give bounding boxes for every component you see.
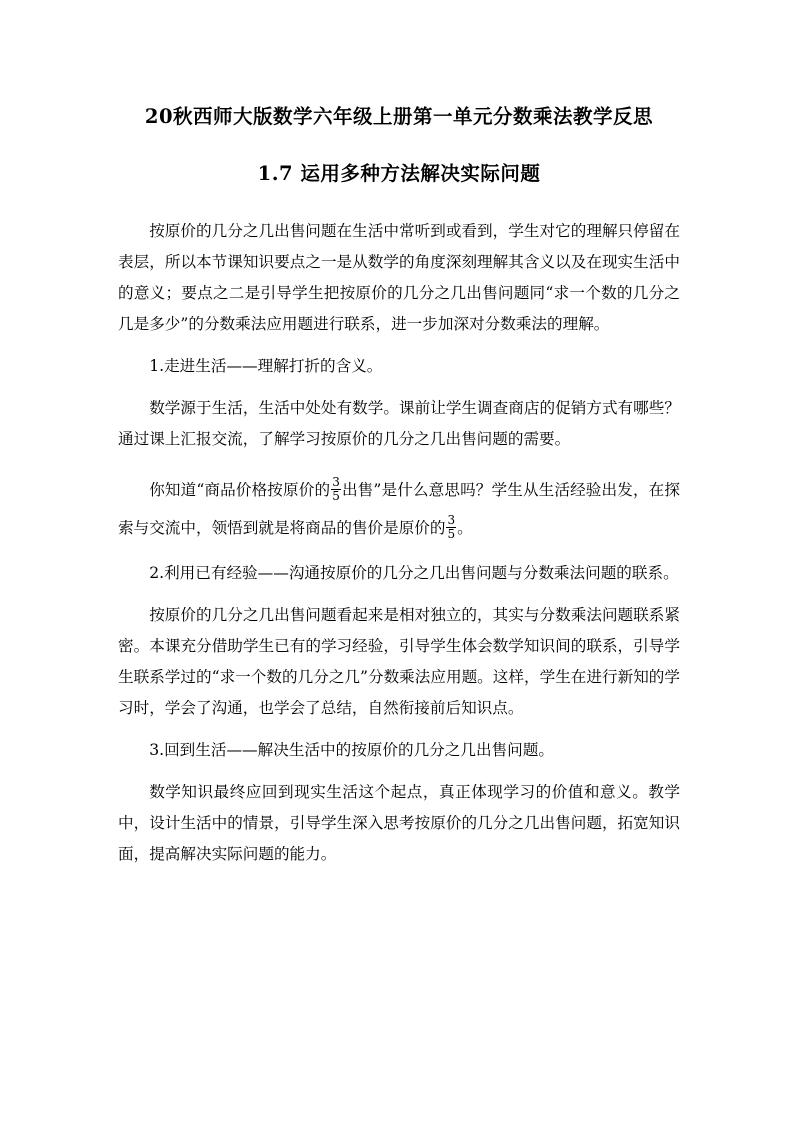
document-subtitle: 1.7 运用多种方法解决实际问题 [257,162,541,185]
paragraph-fraction-part-b: 出售”是什么意思吗？学生从生活经验出发，在探索与交流中，领悟到就是将商品的售价是原价的 [118,481,680,537]
paragraph-intro: 按原价的几分之几出售问题在生活中常听到或看到，学生对它的理解只停留在表层，所以本节课知识要点之一是从数学的角度深刻理解其含义以及在现实生活中的意义；要点之二是引导学生把按原价的几分之几出售问题同“求一个数的几分之几是多少”的分数乘法应用题进行联系，进一步加深对分数乘法的理解。 [118,222,680,333]
document-title: 20秋西师大版数学六年级上册第一单元分数乘法教学反思 [144,105,654,128]
fraction-numerator: 3 [332,474,340,489]
section-heading-3: 3.回到生活——解决生活中的按原价的几分之几出售问题。 [149,741,554,759]
paragraph-conclusion: 数学知识最终应回到现实生活这个起点，真正体现学习的价值和意义。教学中，设计生活中的情景，引导学生深入思考按原价的几分之几出售问题，拓宽知识面，提高解决实际问题的能力。 [118,783,680,863]
fraction-numerator: 3 [447,512,456,527]
fraction-three-fifths-2 [446,514,456,541]
paragraph-fraction-part-c: 。 [457,519,473,537]
fraction-three-fifths [331,476,341,503]
paragraph-fraction-part-a: 你知道“商品价格按原价的 [149,481,331,499]
section-heading-1: 1.走进生活——理解打折的含义。 [149,357,383,375]
fraction-denominator: 5 [447,526,456,541]
section-heading-2: 2.利用已有经验——沟通按原价的几分之几出售问题与分数乘法问题的联系。 [149,564,679,582]
paragraph-connection: 按原价的几分之几出售问题看起来是相对独立的，其实与分数乘法问题联系紧密。本课充分借助学生已有的学习经验，引导学生体会数学知识间的联系，引导学生联系学过的“求一个数的几分之几”分数乘法应用题。这样，学生在进行新知的学习时，学会了沟通，也学会了总结，自然衔接前后知识点。 [118,606,680,717]
paragraph-life-math: 数学源于生活，生活中处处有数学。课前让学生调查商店的促销方式有哪些？通过课上汇报交流，了解学习按原价的几分之几出售问题的需要。 [118,399,680,448]
fraction-denominator: 5 [332,488,340,503]
paragraph-fraction [118,471,680,547]
